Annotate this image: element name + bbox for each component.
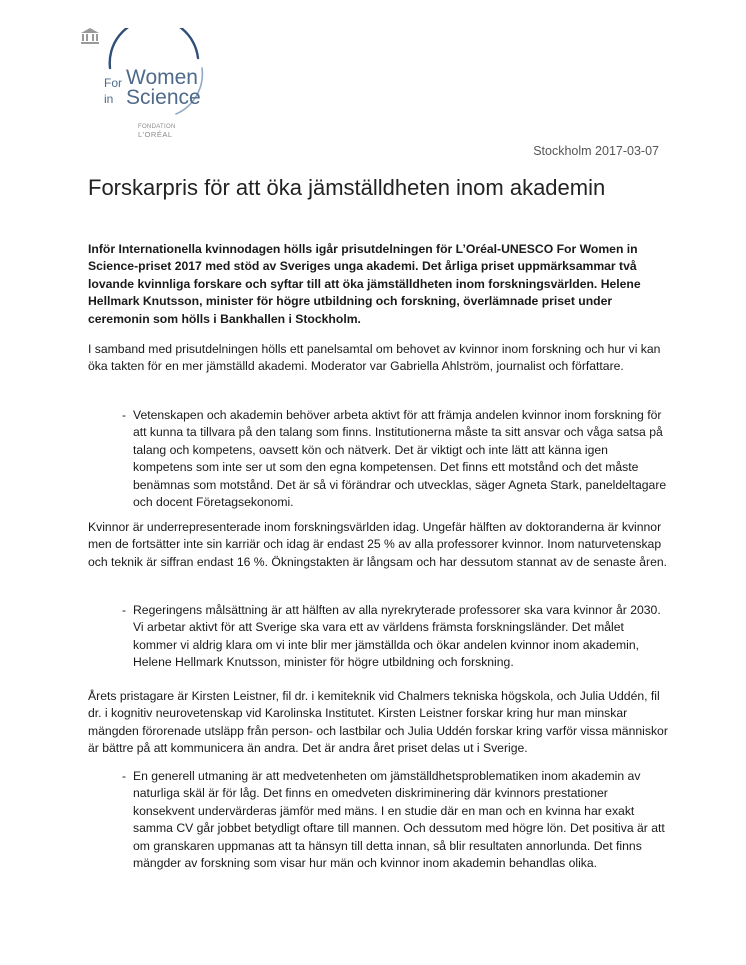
lead-paragraph: Inför Internationella kvinnodagen hölls igår prisutdelningen för L’Oréal-UNESCO For Women in Science-priset 2017 med stöd av Sveriges unga akademi. Det årliga priset uppmärksammar två lovande kvinnliga forskare och syftar till att öka jämställdheten inom forskningsvärlden. Helene Hellmark Knutsson, minister för högre utbildning och forskning, överlämnade priset under ceremonin som hölls i Bankhallen i Stockholm. xyxy=(88,242,641,326)
quote-bullet xyxy=(88,602,668,672)
bullet-text: Regeringens målsättning är att hälften av alla nyrekryterade professorer ska vara kvinnor år 2030. Vi arbetar aktivt för att Sverige ska vara ett av världens främsta forskningsländer. Det målet kommer vi aldrig klara om vi inte blir mer jämställda och ökar andelen kvinnor inom akademin, Helene Hellmark Knutsson, minister för högre utbildning och forskning. xyxy=(133,603,661,670)
logo-in: in xyxy=(104,92,114,106)
bullet-marker: - xyxy=(122,408,127,422)
press-release-date: Stockholm 2017-03-07 xyxy=(533,144,659,158)
bullet-text: Vetenskapen och akademin behöver arbeta aktivt för att främja andelen kvinnor inom forskning för att kunna ta tillvara på den talang som finns. Institutionerna måste ta sitt ansvar och våga satsa på talang och kompetens, oavsett kön och nätverk. Det är viktigt och inte lätt att känna igen kompetens som inte ser ut som den egna kompetensen. Det finns ett motstånd och det måste benämnas som motstånd. Det är så vi förändrar och utvecklas, säger Agneta Stark, paneldeltagare och docent Företagsekonomi. xyxy=(133,408,667,510)
foundation-loreal xyxy=(138,124,176,138)
logo-for: For xyxy=(104,76,122,90)
paragraph-laureates: Årets pristagare är Kirsten Leistner, fil dr. i kemiteknik vid Chalmers tekniska högskola, och Julia Uddén, fil dr. i kognitiv neurovetenskap vid Karolinska Institutet. Kirsten Leistner forskar kring hur man minskar mängden förorenade utsläpp från person- och lastbilar och Julia Uddén forskar kring varför vissa människor är bättre på att kommunicera än andra. Det är andra året priset delas ut i Sverige. xyxy=(88,689,668,756)
bullet-marker: - xyxy=(122,769,127,783)
bullet-text: En generell utmaning är att medvetenheten om jämställdhetsproblematiken inom akademin av naturliga skäl är för låg. Det finns en omedveten diskriminering där kvinnors prestationer konsekvent undervärderas jämför med mäns. I en studie där en man och en kvinna har exakt samma CV går jobbet betydligt oftare till mannen. Och dessutom med högre lön. Det positiva är att om granskaren uppmanas att ta hänsyn till detta innan, så blir resultaten annorlunda. Det finns mängder av forskning som visar hur män och kvinnor inom akademin behandlas olika. xyxy=(133,769,665,871)
logo-women: Women xyxy=(126,66,198,89)
paragraph-statistics: Kvinnor är underrepresenterade inom forskningsvärlden idag. Ungefär hälften av doktoranderna är kvinnor men de fortsätter inte sin karriär och idag är endast 25 % av alla professorer kvinnor. Inom naturvetenskap och teknik är siffran endast 16 %. Ökningstakten är långsam och har dessutom stannat av de senaste åren. xyxy=(88,520,668,569)
logo-science: Science xyxy=(126,86,201,109)
for-women-in-science-logo xyxy=(80,28,230,148)
quote-bullet xyxy=(88,768,668,872)
foundation-label: FONDATION xyxy=(138,124,176,130)
paragraph-panel: I samband med prisutdelningen hölls ett panelsamtal om behovet av kvinnor inom forskning och hur vi kan öka takten för en mer jämställd akademi. Moderator var Gabriella Ahlström, journalist och författare. xyxy=(88,342,661,374)
temple-icon xyxy=(80,28,100,44)
foundation-brand: L'ORÉAL xyxy=(138,130,173,139)
page-title: Forskarpris för att öka jämställdheten inom akademin xyxy=(88,175,606,200)
bullet-marker: - xyxy=(122,603,127,617)
quote-bullet xyxy=(88,407,668,511)
